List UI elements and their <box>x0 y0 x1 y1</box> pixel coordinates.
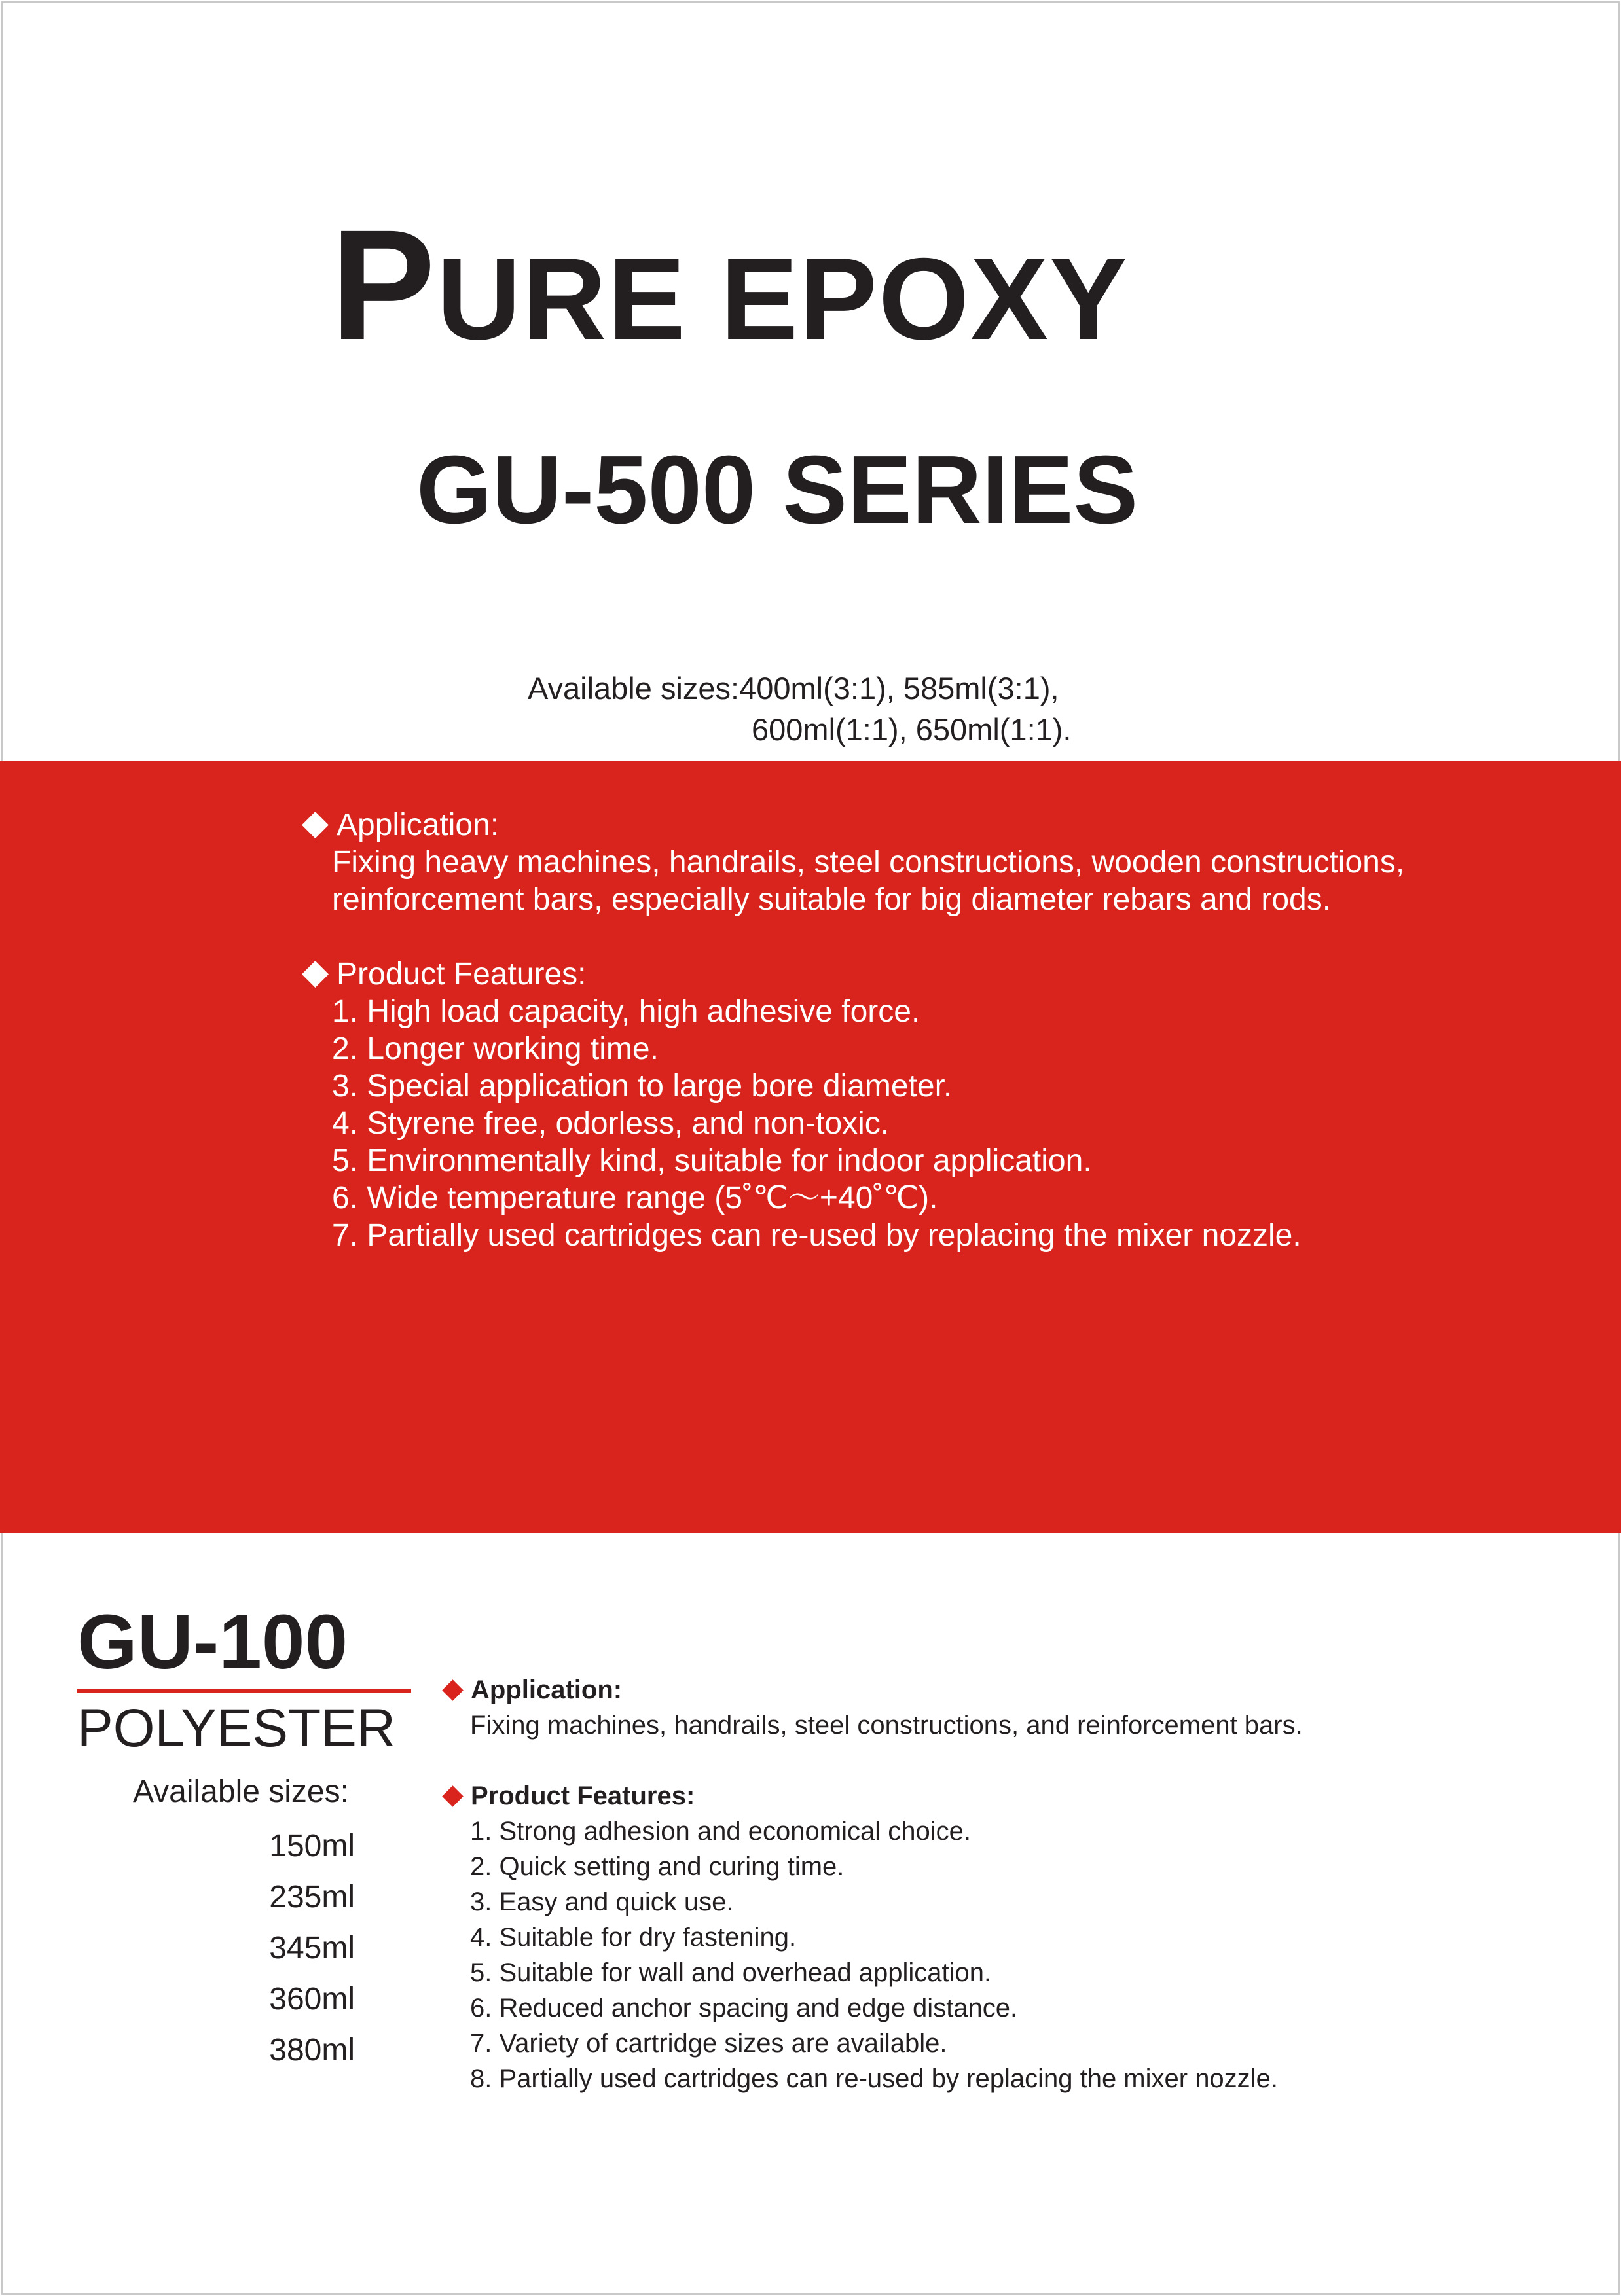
diamond-icon <box>302 961 329 988</box>
size-item: 380ml <box>269 2033 355 2068</box>
gu500-info-band <box>0 761 1621 1533</box>
title-rest: URE EPOXY <box>437 234 1129 364</box>
feature-item: 2. Longer working time. <box>332 1031 659 1066</box>
page-title <box>331 197 1129 372</box>
sizes-line-1: Available sizes:400ml(3:1), 585ml(3:1), <box>528 671 1059 706</box>
gu100-features-heading-row <box>442 1778 1303 1814</box>
size-item: 235ml <box>269 1880 355 1914</box>
gu100-application-heading-row <box>442 1672 1303 1708</box>
application-heading: Application: <box>337 808 500 842</box>
application-line: Fixing heavy machines, handrails, steel constructions, wooden constructions, <box>332 845 1405 880</box>
gu100-features-heading: Product Features: <box>471 1782 695 1810</box>
feature-item: 3. Special application to large bore diameter. <box>332 1069 953 1103</box>
application-heading-row <box>298 806 1404 844</box>
feature-item: 7. Partially used cartridges can re-used by replacing the mixer nozzle. <box>332 1218 1302 1253</box>
title-initial: P <box>331 197 437 372</box>
feature-item: 6. Wide temperature range (5˚℃～+40˚℃). <box>332 1181 938 1215</box>
features-heading: Product Features: <box>337 957 587 992</box>
features-heading-row <box>298 956 1404 993</box>
gu500-details <box>298 806 1404 1254</box>
sizes-line-2: 600ml(1:1), 650ml(1:1). <box>752 712 1072 747</box>
application-line: reinforcement bars, especially suitable for big diameter rebars and rods. <box>332 882 1332 917</box>
feature-item: 3. Easy and quick use. <box>470 1888 734 1916</box>
feature-item: 5. Suitable for wall and overhead application. <box>470 1958 992 1987</box>
gu100-type: POLYESTER <box>77 1698 396 1758</box>
feature-item: 6. Reduced anchor spacing and edge distance. <box>470 1994 1018 2022</box>
feature-item: 8. Partially used cartridges can re-used by replacing the mixer nozzle. <box>470 2064 1278 2093</box>
features-list <box>298 993 1404 1254</box>
size-item: 360ml <box>269 1982 355 2017</box>
gu500-available-sizes <box>528 668 1071 750</box>
diamond-icon <box>442 1785 464 1807</box>
diamond-icon <box>302 812 329 838</box>
series-subtitle: GU-500 SERIES <box>416 436 1138 544</box>
feature-item: 7. Variety of cartridge sizes are available. <box>470 2029 947 2058</box>
gu100-application-text: Fixing machines, handrails, steel constructions, and reinforcement bars. <box>470 1711 1303 1740</box>
gu100-sizes-list <box>269 1821 355 2076</box>
feature-item: 4. Styrene free, odorless, and non-toxic. <box>332 1106 890 1141</box>
gu100-model: GU-100 <box>77 1599 348 1685</box>
feature-item: 1. High load capacity, high adhesive force. <box>332 994 920 1029</box>
application-text <box>298 844 1404 918</box>
feature-item: 1. Strong adhesion and economical choice. <box>470 1817 971 1846</box>
feature-item: 2. Quick setting and curing time. <box>470 1852 845 1881</box>
feature-item: 4. Suitable for dry fastening. <box>470 1923 797 1952</box>
gu100-features-list <box>442 1814 1303 2096</box>
size-item: 345ml <box>269 1931 355 1965</box>
size-item: 150ml <box>269 1829 355 1863</box>
diamond-icon <box>442 1679 464 1701</box>
gu100-application-heading: Application: <box>471 1676 623 1704</box>
feature-item: 5. Environmentally kind, suitable for indoor application. <box>332 1143 1092 1178</box>
gu100-sizes-label: Available sizes: <box>133 1774 349 1809</box>
gu100-divider <box>77 1689 411 1693</box>
gu100-details <box>442 1672 1303 2096</box>
